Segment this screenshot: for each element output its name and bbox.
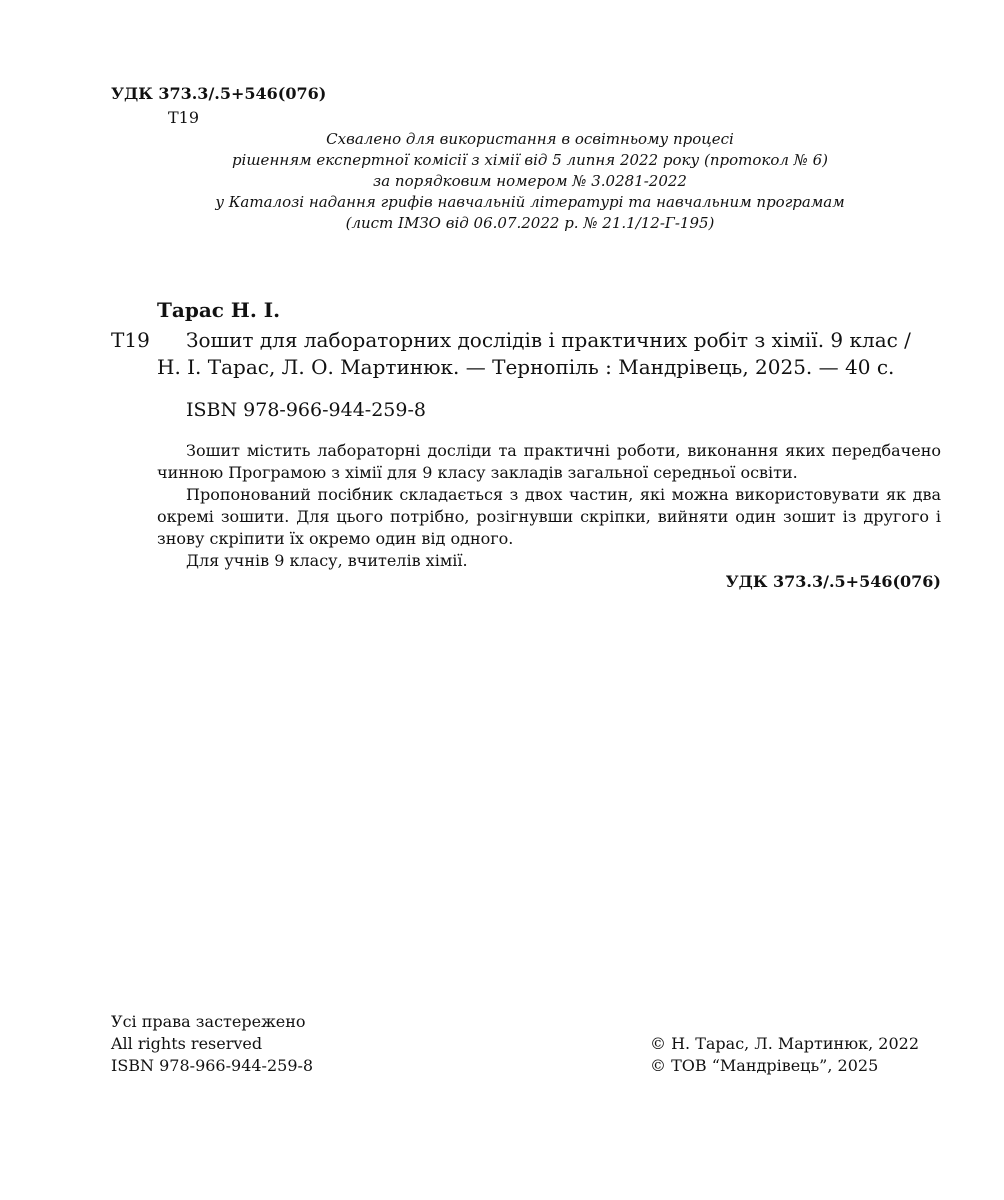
bibliographic-authors-publisher: Н. І. Тарас, Л. О. Мартинюк. — Тернопіль : Мандрівець, 2025. — 40 с. bbox=[157, 355, 895, 379]
udk-annotation: УДК 373.3/.5+546(076) bbox=[725, 572, 941, 591]
annotation-paragraph: Зошит містить лабораторні досліди та практичні роботи, виконання яких передбачено чинною Програмою з хімії для 9 класу закладів загальної середньої освіти. bbox=[157, 441, 941, 482]
annotation-paragraph: Для учнів 9 класу, вчителів хімії. bbox=[186, 551, 468, 570]
author-heading: Тарас Н. І. bbox=[157, 298, 281, 322]
approval-line: (лист ІМЗО від 06.07.2022 р. № 21.1/12-Г-195) bbox=[345, 214, 715, 232]
copyright-block bbox=[650, 1033, 919, 1077]
copyright-authors: © Н. Тарас, Л. Мартинюк, 2022 bbox=[650, 1034, 920, 1053]
rights-uk: Усі права застережено bbox=[111, 1012, 306, 1031]
bibliographic-title: Зошит для лабораторних дослідів і практичних робіт з хімії. 9 клас / bbox=[186, 328, 911, 352]
approval-line: за порядковим номером № 3.0281-2022 bbox=[373, 172, 687, 190]
rights-block bbox=[111, 1011, 313, 1077]
rights-en: All rights reserved bbox=[111, 1034, 263, 1053]
approval-line: Схвалено для використання в освітньому процесі bbox=[326, 130, 734, 148]
isbn: ISBN 978-966-944-259-8 bbox=[186, 399, 426, 421]
author-sign: Т19 bbox=[111, 328, 150, 352]
annotation-paragraph: Пропонований посібник складається з двох частин, які можна використовувати як два окремі зошити. Для цього потрібно, розігнувши скріпки, вийняти один зошит із другого і знову скріпити їх окремо один від одного. bbox=[157, 485, 941, 548]
annotation bbox=[157, 440, 941, 572]
approval-stamp bbox=[160, 129, 900, 234]
isbn-footer: ISBN 978-966-944-259-8 bbox=[111, 1056, 314, 1075]
approval-line: у Каталозі надання грифів навчальній літературі та навчальним програмам bbox=[215, 193, 845, 211]
udk-header: УДК 373.3/.5+546(076) bbox=[111, 84, 327, 103]
approval-line: рішенням експертної комісії з хімії від 5 липня 2022 року (протокол № 6) bbox=[231, 151, 829, 169]
author-sign-header: Т19 bbox=[168, 108, 200, 127]
copyright-publisher: © ТОВ “Мандрівець”, 2025 bbox=[650, 1056, 879, 1075]
